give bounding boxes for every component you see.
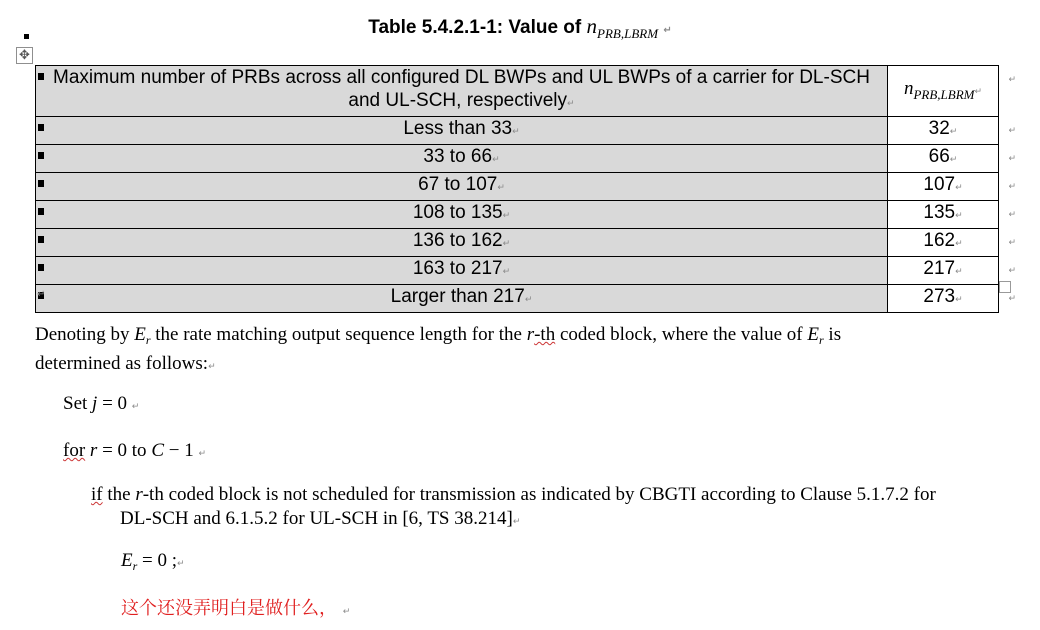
paragraph-mark: ↵ — [663, 25, 672, 36]
body-paragraph-1: Denoting by $E_r$ the rate matching output sequence length for the r-th coded block, where the value of $E_r$ is — [35, 324, 842, 347]
header-cell-nprb[interactable]: $n_{PRB,LBRM}↵$ ↵ — [888, 66, 999, 117]
range-cell[interactable]: 108 to 135↵ — [36, 201, 888, 229]
cell-selection-marker — [38, 73, 44, 80]
header-cell-prb-range[interactable]: Maximum number of PRBs across all configured DL BWPs and UL BWPs of a carrier for DL-SCH and UL-SCH, respectively↵ — [36, 66, 888, 117]
table-row — [36, 173, 999, 201]
set-statement: Set j = 0 ↵ — [63, 393, 140, 414]
range-cell[interactable]: Less than 33↵ — [36, 117, 888, 145]
table-row — [36, 117, 999, 145]
value-cell[interactable]: 217↵ ↵ — [888, 257, 999, 285]
range-cell[interactable]: 67 to 107↵ — [36, 173, 888, 201]
value-cell[interactable]: 107↵ ↵ — [888, 173, 999, 201]
table-row — [36, 229, 999, 257]
table-row — [36, 285, 999, 313]
value-cell[interactable]: 32↵ ↵ — [888, 117, 999, 145]
lbrm-table — [35, 65, 1016, 313]
paragraph-mark: ↵ — [37, 289, 46, 300]
range-cell[interactable]: Larger than 217↵ — [36, 285, 888, 313]
table-row — [36, 145, 999, 173]
table-move-handle[interactable]: ✥ — [16, 47, 33, 64]
spellcheck-underline: -th — [534, 324, 556, 345]
for-statement: for r = 0 to C − 1 ↵ — [63, 440, 207, 461]
value-cell[interactable]: 162↵ ↵ — [888, 229, 999, 257]
value-cell[interactable]: 135↵ ↵ — [888, 201, 999, 229]
table-row — [36, 201, 999, 229]
value-cell[interactable]: 66↵ ↵ — [888, 145, 999, 173]
range-cell[interactable]: 163 to 217↵ — [36, 257, 888, 285]
red-comment: 这个还没弄明白是做什么， ↵ — [121, 598, 351, 619]
range-cell[interactable]: 33 to 66↵ — [36, 145, 888, 173]
row-end-mark: ↵ — [1008, 75, 1016, 85]
table-row — [36, 257, 999, 285]
table-header-row — [36, 66, 999, 117]
value-cell[interactable]: 273↵ ↵ — [888, 285, 999, 313]
table-resize-handle[interactable] — [999, 281, 1011, 293]
table-caption: Table 5.4.2.1-1: Value of $n_{PRB,LBRM}$ ↵ — [368, 14, 672, 42]
range-cell[interactable]: 136 to 162↵ — [36, 229, 888, 257]
caption-math: $n_{PRB,LBRM}$ — [586, 14, 659, 42]
body-paragraph-1-line-2: determined as follows:↵ — [35, 353, 216, 374]
if-statement-line-2: DL-SCH and 6.1.5.2 for UL-SCH in [6, TS 38.214]↵ — [120, 508, 521, 529]
er-assignment: $E_r = 0$ ;↵ — [121, 550, 185, 573]
if-statement: if the r-th coded block is not scheduled for transmission as indicated by CBGTI according to Clause 5.1.7.2 for — [91, 484, 936, 505]
